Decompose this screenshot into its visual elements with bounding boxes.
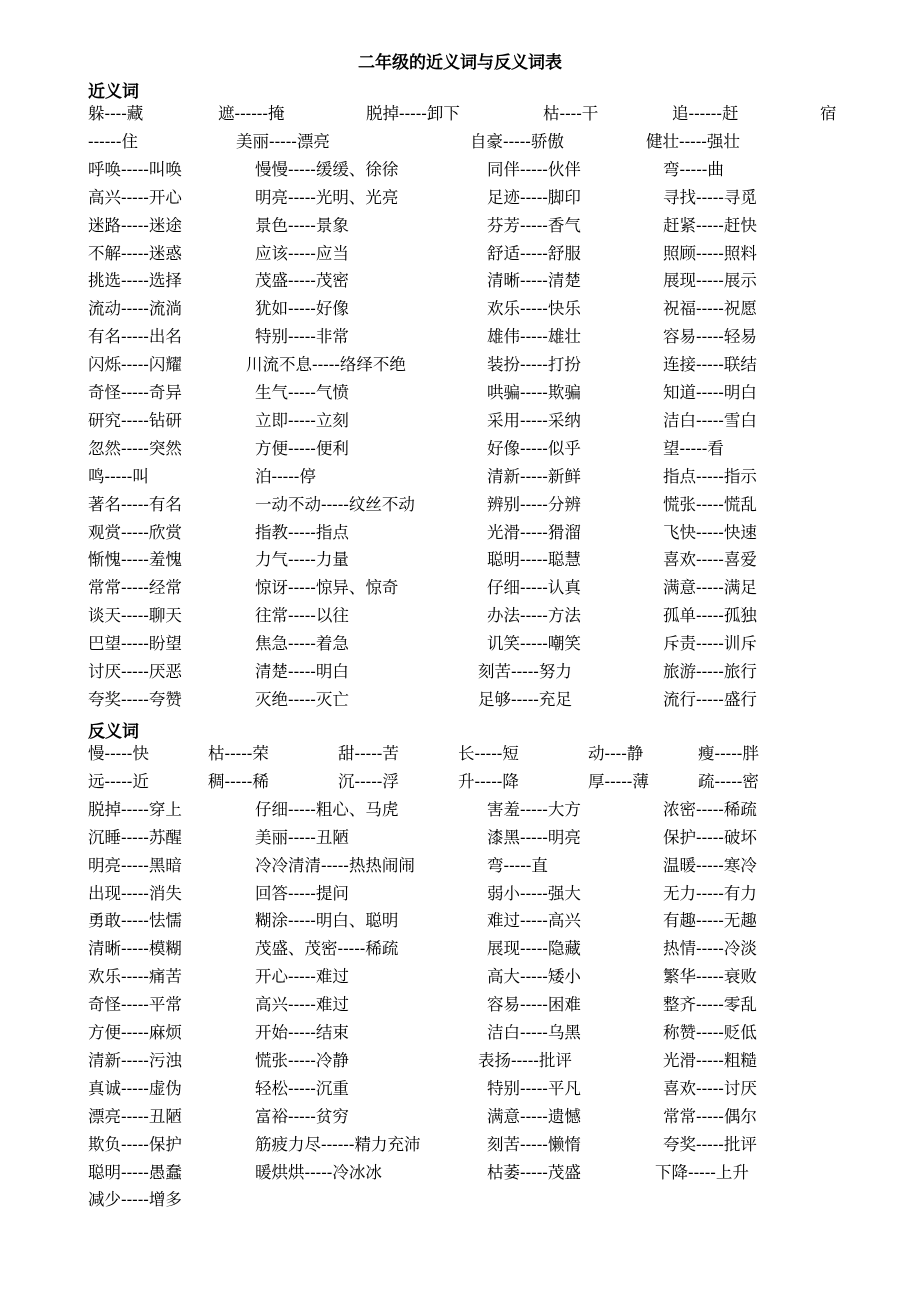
antonym-pair: 喜欢-----讨厌 — [663, 1078, 757, 1098]
synonym-pair: 迷路-----迷途 — [88, 215, 182, 235]
antonym-pair: 难过-----高兴 — [487, 911, 581, 931]
antonym-pair: 慌张-----冷静 — [255, 1050, 349, 1070]
antonym-pair: 光滑-----粗糙 — [663, 1050, 757, 1070]
synonym-pair: 有名-----出名 — [88, 327, 182, 347]
antonym-row — [0, 1106, 920, 1134]
antonym-row — [0, 994, 920, 1022]
antonym-pair: 糊涂-----明白、聪明 — [255, 911, 399, 931]
antonym-row — [0, 966, 920, 994]
antonym-pair: 欺负-----保护 — [88, 1134, 182, 1154]
synonym-pair: 力气-----力量 — [255, 550, 349, 570]
antonym-pair: 称赞-----贬低 — [663, 1023, 757, 1042]
synonyms-heading: 近义词 — [88, 82, 139, 102]
antonym-pair: 暖烘烘-----冷冰冰 — [255, 1162, 382, 1182]
antonym-pair: 长-----短 — [458, 744, 519, 763]
synonym-pair: 焦急-----着急 — [255, 634, 349, 654]
antonym-pair: 保护-----破坏 — [663, 827, 757, 847]
antonym-pair: 减少-----增多 — [88, 1190, 182, 1210]
synonym-pair: 雄伟-----雄壮 — [487, 327, 581, 347]
antonym-row — [0, 1022, 920, 1050]
antonym-pair: 容易-----困难 — [487, 995, 581, 1015]
antonym-pair: 常常-----偶尔 — [663, 1106, 757, 1126]
synonym-pair: 观赏-----欣赏 — [88, 522, 182, 542]
synonym-pair: 奇怪-----奇异 — [88, 383, 182, 402]
synonym-row — [0, 494, 920, 522]
antonym-pair: 聪明-----愚蠢 — [88, 1162, 182, 1182]
antonym-pair: 下降-----上升 — [655, 1162, 749, 1182]
synonym-pair: 指点-----指示 — [663, 466, 757, 486]
antonym-pair: 展现-----隐藏 — [487, 939, 581, 959]
synonym-pair: 斥责-----训斥 — [663, 634, 757, 654]
synonym-pair: 挑选-----选择 — [88, 271, 182, 291]
antonym-pair: 表扬-----批评 — [478, 1050, 572, 1070]
synonym-row — [0, 382, 920, 410]
synonym-pair: 办法-----方法 — [487, 606, 581, 626]
synonym-pair: 犹如-----好像 — [255, 299, 349, 319]
synonym-row — [0, 549, 920, 577]
antonym-pair: 疏-----密 — [698, 771, 759, 791]
antonym-pair: 高兴-----难过 — [255, 995, 349, 1015]
synonym-pair: 照顾-----照料 — [663, 243, 757, 263]
synonym-pair: 方便-----便利 — [255, 438, 349, 458]
antonym-pair: 枯萎-----茂盛 — [487, 1162, 581, 1182]
synonym-pair: 自豪-----骄傲 — [470, 131, 564, 151]
synonym-pair: 流动-----流淌 — [88, 299, 182, 319]
synonym-pair: 清晰-----清楚 — [487, 271, 581, 291]
synonym-row — [0, 215, 920, 243]
antonym-pair: 开心-----难过 — [255, 967, 349, 987]
synonym-pair: ------住 — [88, 131, 138, 151]
synonym-pair: 足够-----充足 — [478, 689, 572, 709]
synonym-pair: 采用-----采纳 — [487, 410, 581, 430]
synonym-pair: 景色-----景象 — [255, 215, 349, 235]
synonym-pair: 巴望-----盼望 — [88, 634, 182, 654]
antonym-pair: 开始-----结束 — [255, 1023, 349, 1042]
synonym-row — [0, 522, 920, 550]
synonym-pair: 旅游-----旅行 — [663, 662, 757, 681]
synonym-pair: 洁白-----雪白 — [663, 410, 757, 430]
synonym-pair: 应该-----应当 — [255, 243, 349, 263]
antonym-pair: 无力-----有力 — [663, 883, 757, 903]
antonym-row — [0, 743, 920, 771]
antonym-pair: 热情-----冷淡 — [663, 939, 757, 959]
synonym-pair: 明亮-----光明、光亮 — [255, 187, 399, 207]
antonym-pair: 出现-----消失 — [88, 883, 182, 903]
synonym-pair: 哄骗-----欺骗 — [487, 383, 581, 402]
synonym-pair: 闪烁-----闪耀 — [88, 355, 182, 375]
antonym-pair: 明亮-----黑暗 — [88, 855, 182, 875]
synonym-pair: 常常-----经常 — [88, 578, 182, 598]
synonym-pair: 不解-----迷惑 — [88, 243, 182, 263]
synonym-pair: 立即-----立刻 — [255, 410, 349, 430]
synonym-pair: 仔细-----认真 — [487, 578, 581, 598]
synonym-row — [0, 326, 920, 354]
synonym-pair: 展现-----展示 — [663, 271, 757, 291]
synonym-pair: 忽然-----突然 — [88, 438, 182, 458]
antonym-pair: 有趣-----无趣 — [663, 911, 757, 931]
synonym-row — [0, 633, 920, 661]
synonym-pair: 清楚-----明白 — [255, 662, 349, 681]
synonym-row — [0, 298, 920, 326]
antonym-pair: 升-----降 — [458, 771, 519, 791]
synonym-row — [0, 466, 920, 494]
antonym-pair: 漆黑-----明亮 — [487, 827, 581, 847]
synonym-pair: 宿 — [820, 104, 837, 123]
synonym-pair: 辨别-----分辨 — [487, 494, 581, 514]
antonym-pair: 动----静 — [588, 744, 644, 763]
antonym-pair: 美丽-----丑陋 — [255, 827, 349, 847]
synonym-pair: 鸣-----叫 — [88, 466, 149, 486]
antonym-pair: 勇敢-----怯懦 — [88, 911, 182, 931]
synonym-pair: 赶紧-----赶快 — [663, 215, 757, 235]
synonym-pair: 呼唤-----叫唤 — [88, 159, 182, 179]
antonym-pair: 弱小-----强大 — [487, 883, 581, 903]
antonym-row — [0, 883, 920, 911]
antonym-row — [0, 1134, 920, 1162]
synonym-pair: 美丽-----漂亮 — [236, 131, 330, 151]
synonym-pair: 欢乐-----快乐 — [487, 299, 581, 319]
synonym-pair: 灭绝-----灭亡 — [255, 689, 349, 709]
synonym-row — [0, 103, 920, 131]
antonym-row — [0, 1189, 920, 1217]
synonym-pair: 茂盛-----茂密 — [255, 271, 349, 291]
synonym-pair: 好像-----似乎 — [487, 438, 581, 458]
antonym-pair: 茂盛、茂密-----稀疏 — [255, 939, 399, 959]
antonym-pair: 繁华-----衰败 — [663, 967, 757, 987]
synonym-pair: 惭愧-----羞愧 — [88, 550, 182, 570]
antonym-row — [0, 827, 920, 855]
synonym-pair: 舒适-----舒服 — [487, 243, 581, 263]
synonym-pair: 特别-----非常 — [255, 327, 349, 347]
antonym-pair: 特别-----平凡 — [487, 1078, 581, 1098]
synonym-row — [0, 243, 920, 271]
antonym-pair: 浓密-----稀疏 — [663, 799, 757, 819]
antonym-row — [0, 1162, 920, 1190]
synonym-pair: 寻找-----寻觅 — [663, 187, 757, 207]
antonym-row — [0, 855, 920, 883]
synonym-pair: 慢慢-----缓缓、徐徐 — [255, 159, 399, 179]
synonym-pair: 一动不动-----纹丝不动 — [255, 494, 415, 514]
synonym-pair: 研究-----钻研 — [88, 410, 182, 430]
synonym-pair: 满意-----满足 — [663, 578, 757, 598]
antonym-pair: 弯-----直 — [487, 855, 548, 875]
synonym-pair: 讨厌-----厌恶 — [88, 662, 182, 681]
synonym-pair: 光滑-----猾溜 — [487, 522, 581, 542]
synonym-row — [0, 131, 920, 159]
antonym-pair: 欢乐-----痛苦 — [88, 967, 182, 987]
antonym-pair: 害羞-----大方 — [487, 799, 581, 819]
synonym-pair: 谈天-----聊天 — [88, 606, 182, 626]
synonym-pair: 惊讶-----惊异、惊奇 — [255, 578, 399, 598]
antonym-pair: 清新-----污浊 — [88, 1050, 182, 1070]
antonym-pair: 甜-----苦 — [338, 744, 399, 763]
antonym-pair: 筋疲力尽------精力充沛 — [255, 1134, 421, 1154]
antonym-pair: 清晰-----模糊 — [88, 939, 182, 959]
antonym-pair: 夸奖-----批评 — [663, 1134, 757, 1154]
synonym-row — [0, 577, 920, 605]
synonym-pair: 喜欢-----喜爱 — [663, 550, 757, 570]
synonym-pair: 容易-----轻易 — [663, 327, 757, 347]
synonym-pair: 健壮-----强壮 — [646, 131, 740, 151]
synonym-pair: 川流不息-----络绎不绝 — [246, 355, 406, 375]
synonym-row — [0, 438, 920, 466]
antonym-pair: 仔细-----粗心、马虎 — [255, 799, 399, 819]
synonym-row — [0, 689, 920, 717]
antonym-pair: 回答-----提问 — [255, 883, 349, 903]
antonym-row — [0, 1050, 920, 1078]
antonym-pair: 稠-----稀 — [208, 771, 269, 791]
antonym-pair: 奇怪-----平常 — [88, 995, 182, 1015]
synonym-row — [0, 159, 920, 187]
synonym-row — [0, 354, 920, 382]
synonym-pair: 流行-----盛行 — [663, 689, 757, 709]
synonym-pair: 知道-----明白 — [663, 383, 757, 402]
antonym-pair: 温暖-----寒冷 — [663, 855, 757, 875]
antonym-pair: 高大-----矮小 — [487, 967, 581, 987]
antonym-pair: 刻苦-----懒惰 — [487, 1134, 581, 1154]
antonym-pair: 整齐-----零乱 — [663, 995, 757, 1015]
synonym-row — [0, 410, 920, 438]
synonym-row — [0, 661, 920, 689]
antonym-pair: 沉睡-----苏醒 — [88, 827, 182, 847]
antonym-pair: 洁白-----乌黑 — [487, 1023, 581, 1042]
synonym-pair: 祝福-----祝愿 — [663, 299, 757, 319]
synonym-pair: 慌张-----慌乱 — [663, 494, 757, 514]
synonym-pair: 著名-----有名 — [88, 494, 182, 514]
synonym-pair: 弯-----曲 — [663, 159, 724, 179]
synonym-pair: 追------赶 — [672, 104, 739, 123]
antonym-pair: 瘦-----胖 — [698, 744, 759, 763]
antonym-row — [0, 910, 920, 938]
synonym-pair: 同伴-----伙伴 — [487, 159, 581, 179]
synonym-pair: 讥笑-----嘲笑 — [487, 634, 581, 654]
synonym-row — [0, 270, 920, 298]
antonym-row — [0, 1078, 920, 1106]
synonym-row — [0, 605, 920, 633]
synonym-pair: 枯----干 — [543, 104, 599, 123]
synonym-pair: 躲----藏 — [88, 104, 144, 123]
synonym-pair: 清新-----新鲜 — [487, 466, 581, 486]
synonym-pair: 夸奖-----夸赞 — [88, 689, 182, 709]
synonym-row — [0, 187, 920, 215]
antonym-pair: 远-----近 — [88, 771, 149, 791]
antonym-pair: 脱掉-----穿上 — [88, 799, 182, 819]
antonym-pair: 沉-----浮 — [338, 771, 399, 791]
antonyms-heading: 反义词 — [88, 722, 139, 742]
page-title: 二年级的近义词与反义词表 — [358, 53, 562, 73]
antonym-row — [0, 938, 920, 966]
synonym-pair: 飞快-----快速 — [663, 522, 757, 542]
synonym-pair: 孤单-----孤独 — [663, 606, 757, 626]
synonym-pair: 聪明-----聪慧 — [487, 550, 581, 570]
synonym-pair: 脱掉-----卸下 — [366, 104, 460, 123]
synonym-pair: 连接-----联结 — [663, 355, 757, 375]
synonym-pair: 望-----看 — [663, 438, 724, 458]
antonym-pair: 冷冷清清-----热热闹闹 — [255, 855, 415, 875]
antonym-pair: 枯-----荣 — [208, 744, 269, 763]
synonym-pair: 装扮-----打扮 — [487, 355, 581, 375]
antonym-pair: 满意-----遗憾 — [487, 1106, 581, 1126]
synonym-pair: 往常-----以往 — [255, 606, 349, 626]
antonym-row — [0, 799, 920, 827]
antonym-pair: 厚-----薄 — [588, 771, 649, 791]
synonym-pair: 指教-----指点 — [255, 522, 349, 542]
antonym-pair: 慢-----快 — [88, 744, 149, 763]
synonym-pair: 生气-----气愤 — [255, 383, 349, 402]
synonym-pair: 刻苦-----努力 — [478, 662, 572, 681]
synonym-pair: 泊-----停 — [255, 466, 316, 486]
antonym-row — [0, 771, 920, 799]
antonym-pair: 方便-----麻烦 — [88, 1023, 182, 1042]
antonym-pair: 真诚-----虚伪 — [88, 1078, 182, 1098]
antonym-pair: 轻松-----沉重 — [255, 1078, 349, 1098]
antonym-pair: 富裕-----贫穷 — [255, 1106, 349, 1126]
synonym-pair: 足迹-----脚印 — [487, 187, 581, 207]
antonym-pair: 漂亮-----丑陋 — [88, 1106, 182, 1126]
synonym-pair: 遮------掩 — [218, 104, 285, 123]
synonym-pair: 高兴-----开心 — [88, 187, 182, 207]
synonym-pair: 芬芳-----香气 — [487, 215, 581, 235]
